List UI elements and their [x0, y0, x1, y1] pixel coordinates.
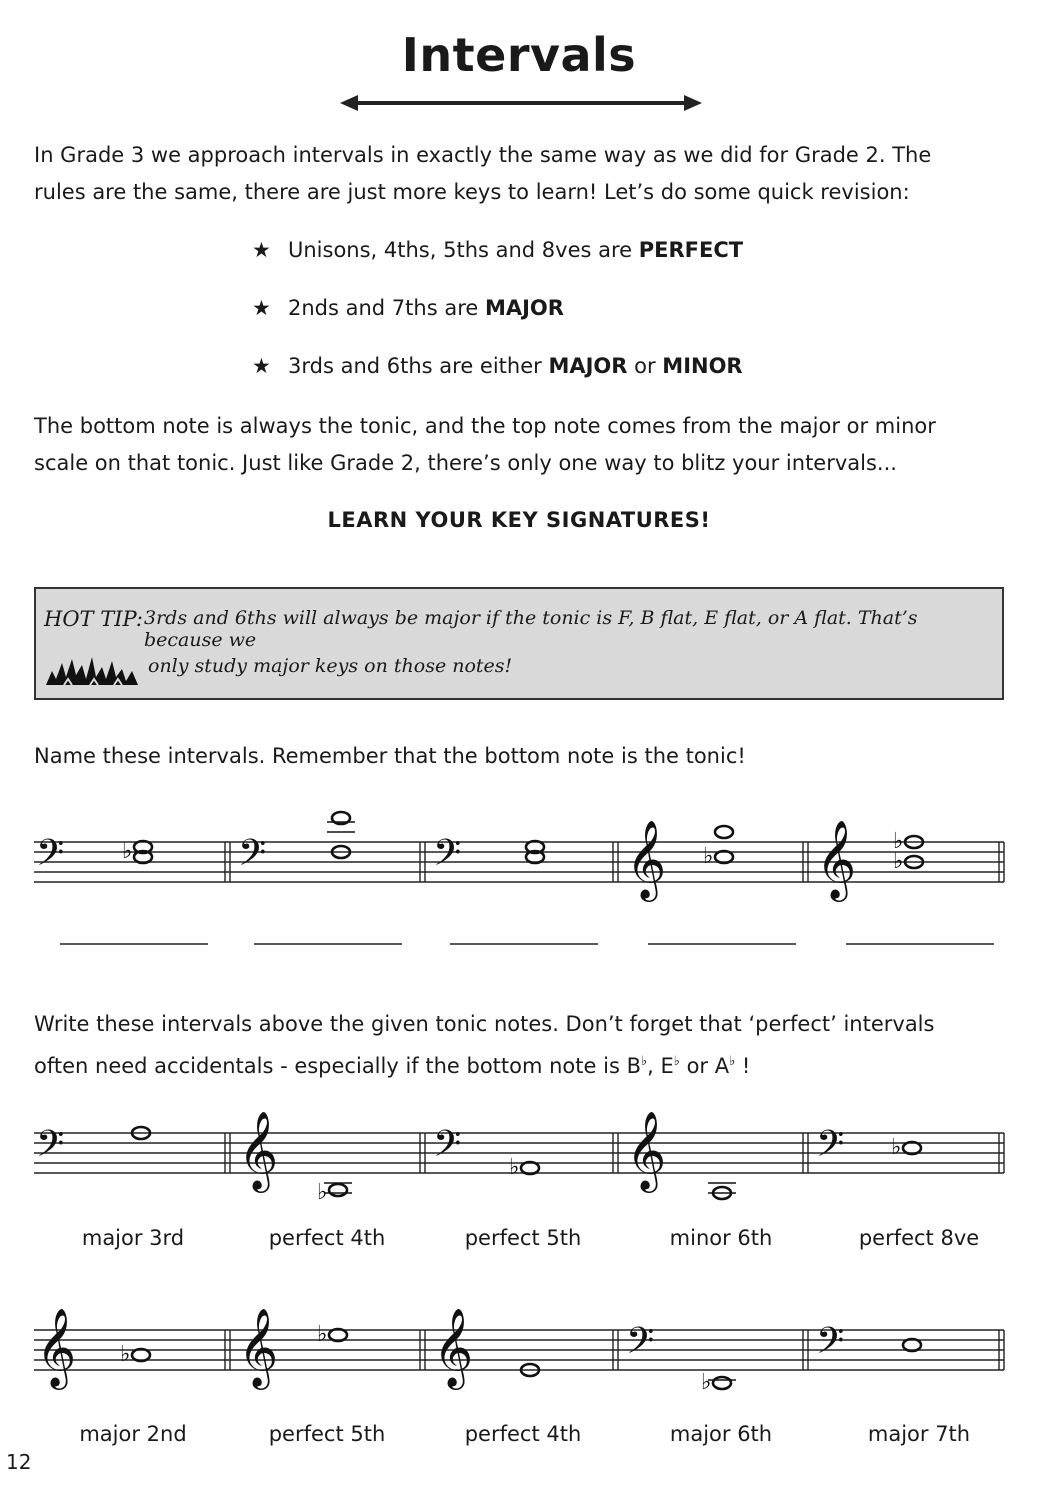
exercise-1-instruction: Name these intervals. Remember that the bottom note is the tonic! — [34, 744, 746, 768]
list-item: ★ 2nds and 7ths are MAJOR — [252, 290, 743, 348]
bass-clef-icon: 𝄢 — [816, 1123, 845, 1174]
interval-label: perfect 5th — [464, 1226, 582, 1250]
exercise-2-instruction: Write these intervals above the given tonic notes. Don’t forget that ‘perfect’ intervals often need accidentals - especially if the bottom note is B♭, E♭ or A♭ ! — [34, 1012, 935, 1078]
flat-icon: ♭ — [120, 1342, 131, 1367]
flat-icon: ♭ — [317, 1180, 328, 1205]
interval-label: major 7th — [867, 1422, 971, 1446]
flat-icon: ♭ — [893, 849, 904, 874]
hot-tip-line-1: 3rds and 6ths will always be major if the tonic is F, B flat, E flat, or A flat. That’s because we — [144, 607, 918, 651]
treble-clef-icon: 𝄞 — [238, 1111, 279, 1190]
interval-label: major 6th — [669, 1422, 773, 1446]
whole-note — [903, 1142, 921, 1154]
whole-note — [329, 1184, 347, 1196]
star-icon: ★ — [252, 354, 271, 378]
whole-note — [715, 826, 733, 838]
bass-clef-icon: 𝄢 — [433, 832, 462, 883]
flat-icon: ♭ — [701, 1370, 712, 1395]
bass-clef-icon: 𝄢 — [36, 1123, 65, 1174]
page-number: 12 — [6, 1450, 32, 1474]
interval-label: perfect 5th — [268, 1422, 386, 1446]
row-2-labels — [53, 1422, 1013, 1452]
interval-label: perfect 4th — [464, 1422, 582, 1446]
whole-note — [713, 1377, 731, 1389]
treble-clef-icon: 𝄞 — [238, 1308, 279, 1387]
treble-clef-icon: 𝄞 — [816, 820, 857, 899]
whole-note — [132, 1349, 150, 1361]
list-item: ★ Unisons, 4ths, 5ths and 8ves are PERFECT — [252, 232, 743, 290]
treble-clef-icon: 𝄞 — [36, 1308, 77, 1387]
interval-label: perfect 8ve — [858, 1226, 980, 1250]
interval-label: minor 6th — [669, 1226, 773, 1250]
interval-label: perfect 4th — [268, 1226, 386, 1250]
interval-label: major 2nd — [79, 1422, 187, 1446]
whole-note — [715, 851, 733, 863]
star-icon: ★ — [252, 296, 271, 320]
whole-note — [521, 1162, 539, 1174]
intro-paragraph: In Grade 3 we approach intervals in exactly the same way as we did for Grade 2. The rules are the same, there are just more keys to learn! Let’s do some quick revision: — [34, 143, 932, 204]
star-icon: ★ — [252, 238, 271, 262]
hot-tip-line-2: only study major keys on those notes! — [148, 655, 513, 677]
key-signature-callout: LEARN YOUR KEY SIGNATURES! — [327, 508, 711, 532]
hot-tip-label: HOT TIP: — [44, 607, 143, 631]
bass-clef-icon: 𝄢 — [433, 1123, 462, 1174]
flat-icon: ♭ — [893, 829, 904, 854]
bass-clef-icon: 𝄢 — [626, 1320, 655, 1371]
flat-icon: ♭ — [317, 1322, 328, 1347]
page-title: Intervals — [401, 28, 637, 82]
bass-clef-icon: 𝄢 — [36, 832, 65, 883]
flat-icon: ♭ — [122, 839, 133, 864]
bass-clef-icon: 𝄢 — [238, 832, 267, 883]
treble-clef-icon: 𝄞 — [626, 1111, 667, 1190]
whole-note — [329, 1329, 347, 1341]
flat-icon: ♭ — [509, 1155, 520, 1180]
whole-note — [903, 1339, 921, 1351]
bass-clef-icon: 𝄢 — [816, 1320, 845, 1371]
treble-clef-icon: 𝄞 — [626, 820, 667, 899]
interval-label: major 3rd — [81, 1226, 185, 1250]
flat-icon: ♭ — [891, 1135, 902, 1160]
body-paragraph: The bottom note is always the tonic, and the top note comes from the major or minor scale on that tonic. Just like Grade 2, there’s only one way to blitz your intervals... — [34, 414, 936, 475]
list-item: ★ 3rds and 6ths are either MAJOR or MINOR — [252, 348, 743, 406]
row-1-labels — [53, 1226, 1013, 1256]
treble-clef-icon: 𝄞 — [433, 1308, 474, 1387]
flat-icon: ♭ — [703, 844, 714, 869]
